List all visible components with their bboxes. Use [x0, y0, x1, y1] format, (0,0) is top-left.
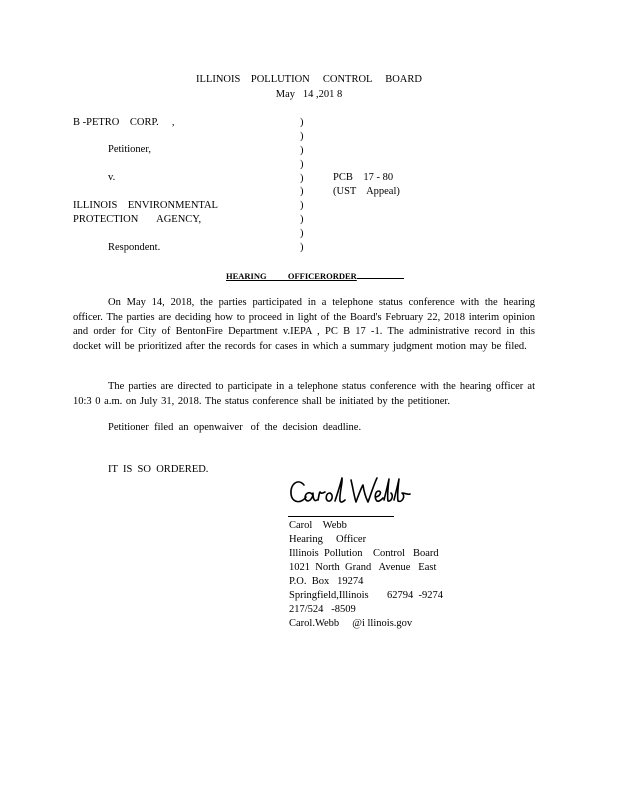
case-number: PCB 17 - 80 [333, 172, 394, 183]
order-date: May 14 ,201 8 [275, 89, 343, 100]
so-ordered: IT IS SO ORDERED. [108, 464, 209, 475]
signer-phone: 217/524 -8509 [289, 604, 356, 615]
paragraph-text: On May 14, 2018, the parties participated in a telephone status conference with the hearing officer. The parties are deciding how to proceed in light of the Board's February 22, 2018 interim opinion and order for City of BentonFire Department v.IEPA , PC B 17 -1. The administrative record in this docket will be prioritized after the records for cases in which a summary judgment motion may be filed. [73, 297, 535, 352]
paragraph-waiver: Petitioner filed an openwaiver of the decision deadline. [108, 422, 362, 433]
respondent-role: Respondent. [108, 242, 161, 253]
paren: ) [300, 117, 304, 128]
paren: ) [300, 200, 304, 212]
petitioner-role: Petitioner, [108, 144, 152, 155]
signer-organization: Illinois Pollution Control Board [289, 548, 439, 559]
signer-name: Carol Webb [289, 520, 347, 531]
order-title [226, 270, 404, 281]
paren: ) [300, 144, 304, 156]
paren: ) [300, 242, 304, 254]
paren: ) [300, 158, 304, 170]
respondent-name-line1: ILLINOIS ENVIRONMENTAL [73, 200, 218, 211]
respondent-name-line2: PROTECTION AGENCY, [73, 214, 202, 225]
paren: ) [300, 186, 304, 198]
order-title-text: HEARING OFFICERORDER [226, 271, 357, 281]
paragraph-directive [73, 380, 535, 409]
paren: ) [300, 130, 304, 142]
paragraph-status-conference [73, 296, 535, 354]
signer-email: Carol.Webb @i llinois.gov [289, 618, 413, 629]
signer-title: Hearing Officer [289, 534, 367, 545]
signature-line [288, 516, 394, 517]
signature-block [289, 519, 443, 631]
case-type: (UST Appeal) [333, 186, 400, 197]
paren: ) [300, 228, 304, 240]
paren: ) [300, 172, 304, 184]
signer-street-address: 1021 North Grand Avenue East [289, 562, 437, 573]
handwritten-signature [288, 474, 414, 513]
signer-po-box: P.O. Box 19274 [289, 576, 364, 587]
paren: ) [300, 214, 304, 226]
title-underline [357, 270, 404, 279]
petitioner-name: B -PETRO CORP. , [73, 117, 175, 128]
board-title: ILLINOIS POLLUTION CONTROL BOARD [196, 74, 422, 85]
paragraph-text: The parties are directed to participate in a telephone status conference with the hearing officer at 10:3 0 a.m. on July 31, 2018. The status conference shall be initiated by the petitioner. [73, 381, 535, 407]
caption-parenthesis-column [300, 116, 304, 255]
versus: v. [108, 172, 116, 183]
signer-city-state-zip: Springfield,Illinois 62794 -9274 [289, 590, 443, 601]
